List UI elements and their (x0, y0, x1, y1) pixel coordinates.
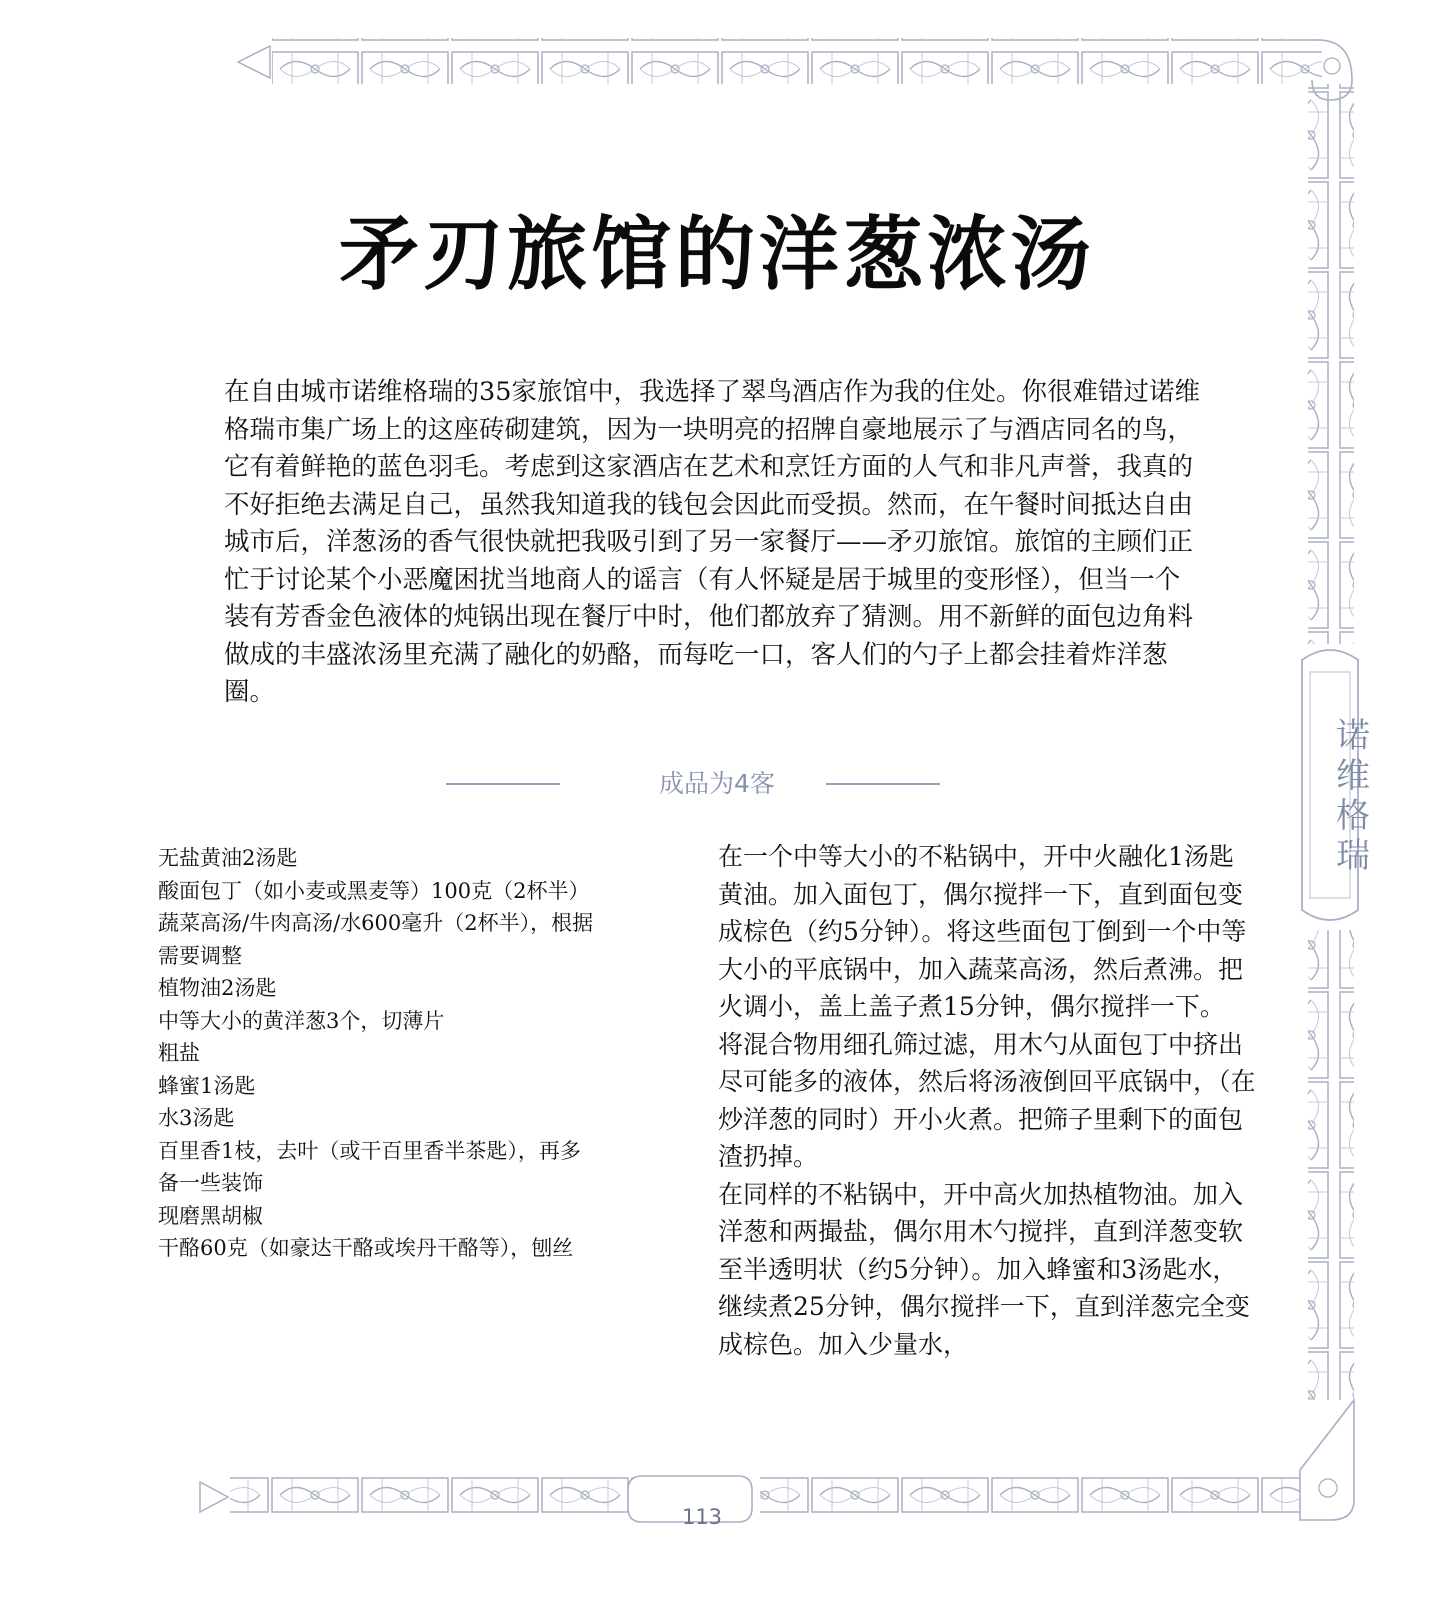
ingredient-item: 粗盐 (158, 1041, 200, 1065)
servings-divider-right (826, 783, 940, 785)
servings-label: 成品为4客 (659, 769, 775, 798)
ingredient-item: 蔬菜高汤/牛肉高汤/水600毫升（2杯半），根据需要调整 (158, 911, 594, 968)
intro-paragraph: 在自由城市诺维格瑞的35家旅馆中，我选择了翠鸟酒店作为我的住处。你很难错过诺维格瑞市集广场上的这座砖砌建筑，因为一块明亮的招牌自豪地展示了与酒店同名的鸟，它有着鲜艳的蓝色羽毛。考虑到这家酒店在艺术和烹饪方面的人气和非凡声誉，我真的不好拒绝去满足自己，虽然我知道我的钱包会因此而受损。然而，在午餐时间抵达自由城市后，洋葱汤的香气很快就把我吸引到了另一家餐厅——矛刃旅馆。旅馆的主顾们正忙于讨论某个小恶魔困扰当地商人的谣言（有人怀疑是居于城里的变形怪），但当一个装有芳香金色液体的炖锅出现在餐厅中时，他们都放弃了猜测。用不新鲜的面包边角料做成的丰盛浓汤里充满了融化的奶酪，而每吃一口，客人们的勺子上都会挂着炸洋葱圈。 (224, 377, 1200, 707)
ingredient-item: 百里香1枝，去叶（或干百里香半茶匙），再多备一些装饰 (158, 1138, 581, 1195)
method-step: 在一个中等大小的不粘锅中，开中火融化1汤匙黄油。加入面包丁，偶尔搅拌一下，直到面包变成棕色（约5分钟）。将这些面包丁倒到一个中等大小的平底锅中，加入蔬菜高汤，然后煮沸。把火调小，盖上盖子煮15分钟，偶尔搅拌一下。 (718, 842, 1247, 1021)
ingredient-list (158, 842, 598, 1265)
method-step: 将混合物用细孔筛过滤，用木勺从面包丁中挤出尽可能多的液体，然后将汤液倒回平底锅中，（在炒洋葱的同时）开小火煮。把筛子里剩下的面包渣扔掉。 (718, 1029, 1256, 1171)
ingredient-item: 酸面包丁（如小麦或黑麦等）100克（2杯半） (158, 878, 590, 903)
ingredient-item: 植物油2汤匙 (158, 976, 277, 1000)
method-text (718, 838, 1258, 1363)
ingredient-item: 无盐黄油2汤匙 (158, 846, 298, 870)
ingredient-item: 蜂蜜1汤匙 (158, 1073, 256, 1098)
ingredient-item: 现磨黑胡椒 (158, 1203, 263, 1228)
ingredient-item: 中等大小的黄洋葱3个，切薄片 (158, 1008, 445, 1033)
chapter-side-tab: 诺维格瑞 (1336, 716, 1370, 876)
method-step: 在同样的不粘锅中，开中高火加热植物油。加入洋葱和两撮盐，偶尔用木勺搅拌，直到洋葱变软至半透明状（约5分钟）。加入蜂蜜和3汤匙水，继续煮25分钟，偶尔搅拌一下，直到洋葱完全变成棕色。加入少量水， (718, 1179, 1250, 1359)
ingredient-item: 干酪60克（如豪达干酪或埃丹干酪等），刨丝 (158, 1236, 574, 1260)
page-number: 113 (681, 1505, 723, 1529)
page-title: 矛刃旅馆的洋葱浓汤 (339, 208, 1095, 301)
ingredient-item: 水3汤匙 (158, 1106, 235, 1130)
